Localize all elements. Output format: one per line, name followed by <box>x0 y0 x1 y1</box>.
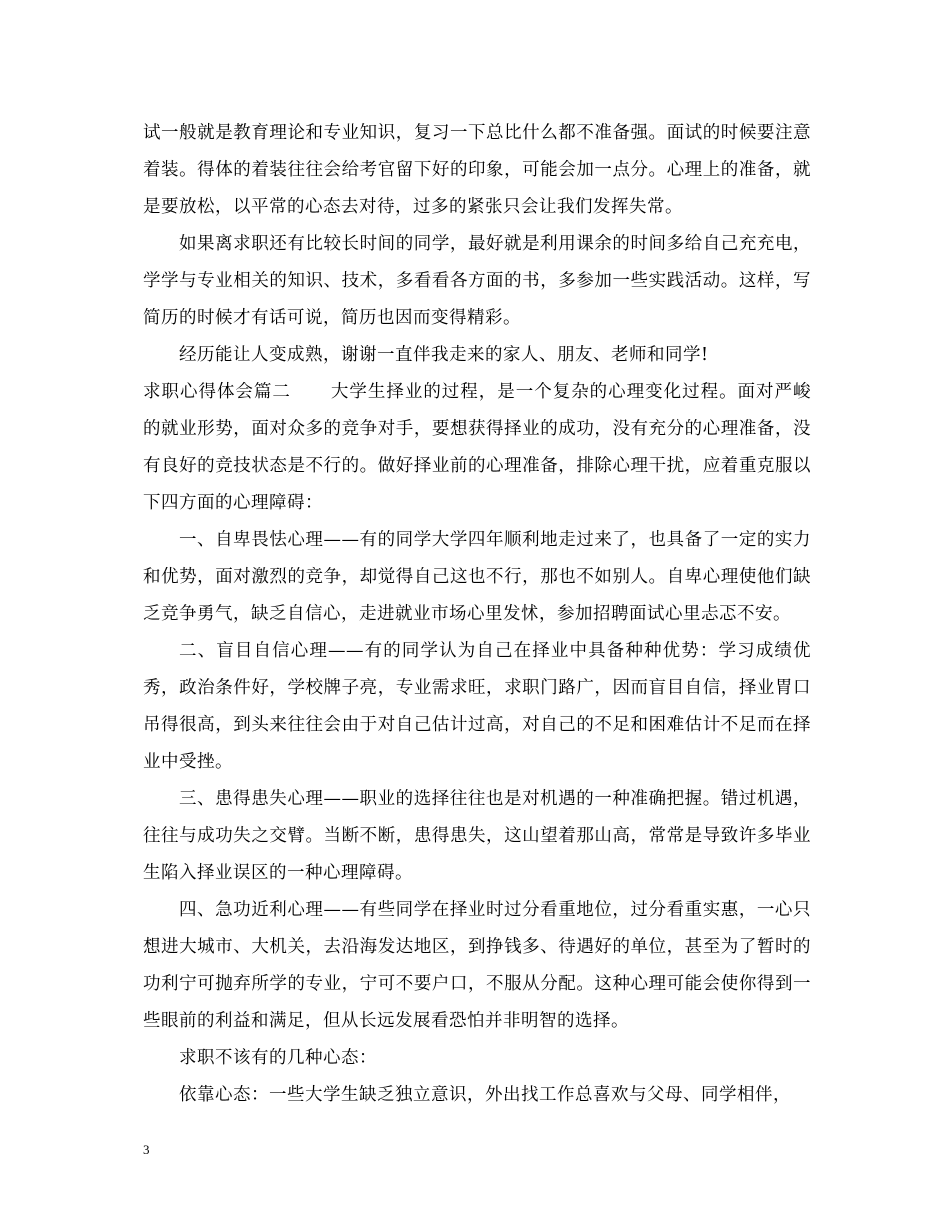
paragraph: 一、自卑畏怯心理——有的同学大学四年顺利地走过来了，也具备了一定的实力和优势，面对激烈的竞争，却觉得自己这也不行，那也不如别人。自卑心理使他们缺乏竞争勇气，缺乏自信心，走进就业市场心里发怵，参加招聘面试心里忐忑不安。 <box>143 530 811 624</box>
paragraph: 求职不该有的几种心态： <box>179 1048 377 1068</box>
paragraph: 依靠心态：一些大学生缺乏独立意识，外出找工作总喜欢与父母、同学相伴， <box>179 1085 791 1105</box>
paragraph: 四、急功近利心理——有些同学在择业时过分看重地位，过分看重实惠，一心只想进大城市、大机关，去沿海发达地区，到挣钱多、待遇好的单位，甚至为了暂时的功利宁可抛弃所学的专业，宁可不要户口，不服从分配。这种心理可能会使你得到一些眼前的利益和满足，但从长远发展看恐怕并非明智的选择。 <box>143 900 811 1031</box>
page-number: 3 <box>143 1142 150 1157</box>
section-heading: 求职心得体会篇二 <box>143 382 291 402</box>
document-body <box>143 115 811 1114</box>
paragraph: 经历能让人变成熟，谢谢一直伴我走来的家人、朋友、老师和同学! <box>179 345 709 365</box>
paragraph: 二、盲目自信心理——有的同学认为自己在择业中具备种种优势：学习成绩优秀，政治条件好，学校牌子亮，专业需求旺，求职门路广，因而盲目自信，择业胃口吊得很高，到头来往往会由于对自己估计过高，对自己的不足和困难估计不足而在择业中受挫。 <box>143 641 811 772</box>
paragraph-with-section-heading <box>143 374 811 522</box>
paragraph: 试一般就是教育理论和专业知识，复习一下总比什么都不准备强。面试的时候要注意着装。得体的着装往往会给考官留下好的印象，可能会加一点分。心理上的准备，就是要放松，以平常的心态去对待，过多的紧张只会让我们发挥失常。 <box>143 123 811 217</box>
paragraph-text: 大学生择业的过程，是一个复杂的心理变化过程。面对严峻的就业形势，面对众多的竞争对手，要想获得择业的成功，没有充分的心理准备，没有良好的竞技状态是不行的。做好择业前的心理准备，排除心理干扰，应着重克服以下四方面的心理障碍： <box>143 382 812 513</box>
paragraph: 三、患得患失心理——职业的选择往往也是对机遇的一种准确把握。错过机遇，往往与成功失之交臂。当断不断，患得患失，这山望着那山高，常常是导致许多毕业生陷入择业误区的一种心理障碍。 <box>143 789 811 883</box>
paragraph: 如果离求职还有比较长时间的同学，最好就是利用课余的时间多给自己充充电，学学与专业相关的知识、技术，多看看各方面的书，多参加一些实践活动。这样，写简历的时候才有话可说，简历也因而变得精彩。 <box>143 234 811 328</box>
